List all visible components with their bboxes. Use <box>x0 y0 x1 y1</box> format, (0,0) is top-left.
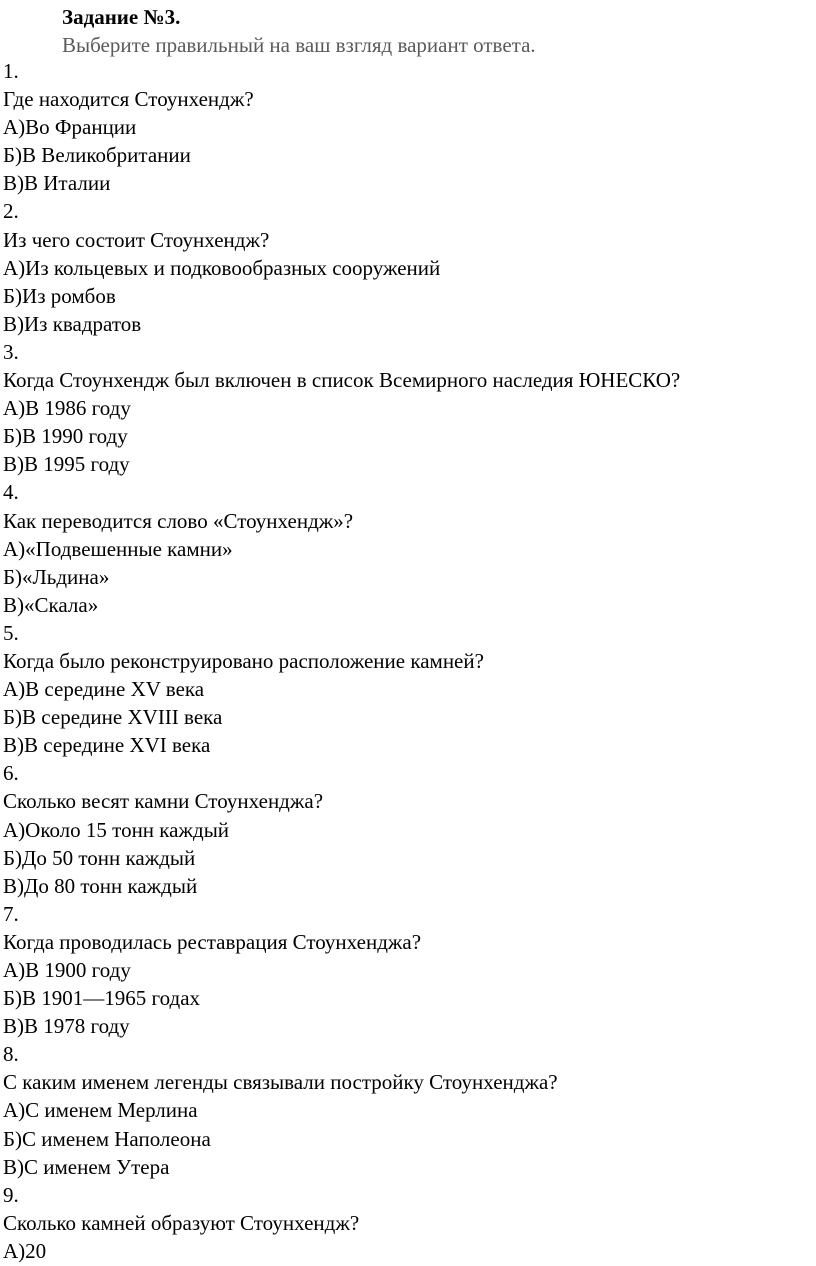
question-number: 8. <box>3 1042 19 1067</box>
answer-option: А)С именем Мерлина <box>3 1098 198 1123</box>
question-text: Когда Стоунхендж был включен в список Всемирного наследия ЮНЕСКО? <box>3 368 681 393</box>
question-text: Как переводится слово «Стоунхендж»? <box>3 508 354 533</box>
answer-option: Б)В 1990 году <box>3 424 128 449</box>
question-text: Из чего состоит Стоунхендж? <box>3 227 270 252</box>
answer-option: А)В 1986 году <box>3 396 131 421</box>
answer-option: В)«Скала» <box>3 592 99 617</box>
question-number: 9. <box>3 1182 19 1207</box>
question-number: 2. <box>3 199 19 224</box>
question-text: С каким именем легенды связывали постройку Стоунхенджа? <box>3 1070 558 1095</box>
question-number: 5. <box>3 620 19 645</box>
question-number: 3. <box>3 339 19 364</box>
question-number: 7. <box>3 901 19 926</box>
task-title: Задание №3. <box>62 5 181 29</box>
answer-option: В)Из квадратов <box>3 311 142 336</box>
question-text: Когда проводилась реставрация Стоунхенджа? <box>3 929 422 954</box>
answer-option: Б)В Великобритании <box>3 143 191 168</box>
answer-option: А)В 1900 году <box>3 958 131 982</box>
question-text: Сколько камней образуют Стоунхендж? <box>3 1210 360 1235</box>
question-text: Когда было реконструировано расположение камней? <box>3 648 484 673</box>
question-number: 6. <box>3 761 19 786</box>
answer-option: А)В середине XV века <box>3 677 205 702</box>
answer-option: В)В Италии <box>3 171 111 196</box>
answer-option: Б)До 50 тонн каждый <box>3 845 196 870</box>
answer-option: А)20 <box>3 1238 47 1263</box>
answer-option: В)В 1978 году <box>3 1014 130 1039</box>
question-text: Где находится Стоунхендж? <box>3 87 254 112</box>
answer-option: А)Во Франции <box>3 115 137 140</box>
task-instruction: Выберите правильный на ваш взгляд вариант ответа. <box>62 33 536 57</box>
answer-option: Б)Из ромбов <box>3 283 116 308</box>
question-number: 4. <box>3 480 19 505</box>
answer-option: А)«Подвешенные камни» <box>3 536 233 561</box>
answer-option: А)Около 15 тонн каждый <box>3 817 230 842</box>
question-text: Сколько весят камни Стоунхенджа? <box>3 789 324 814</box>
question-number: 1. <box>3 59 19 83</box>
answer-option: А)Из кольцевых и подковообразных сооружений <box>3 255 441 280</box>
question-list <box>3 57 680 1265</box>
answer-option: В)До 80 тонн каждый <box>3 873 198 898</box>
answer-option: В)В середине XVI века <box>3 733 211 758</box>
answer-option: В)С именем Утера <box>3 1154 170 1179</box>
answer-option: Б)С именем Наполеона <box>3 1126 211 1151</box>
answer-option: Б)«Льдина» <box>3 564 110 589</box>
answer-option: Б)В 1901—1965 годах <box>3 986 201 1011</box>
answer-option: Б)В середине XVIII века <box>3 705 223 730</box>
answer-option: В)В 1995 году <box>3 452 130 477</box>
